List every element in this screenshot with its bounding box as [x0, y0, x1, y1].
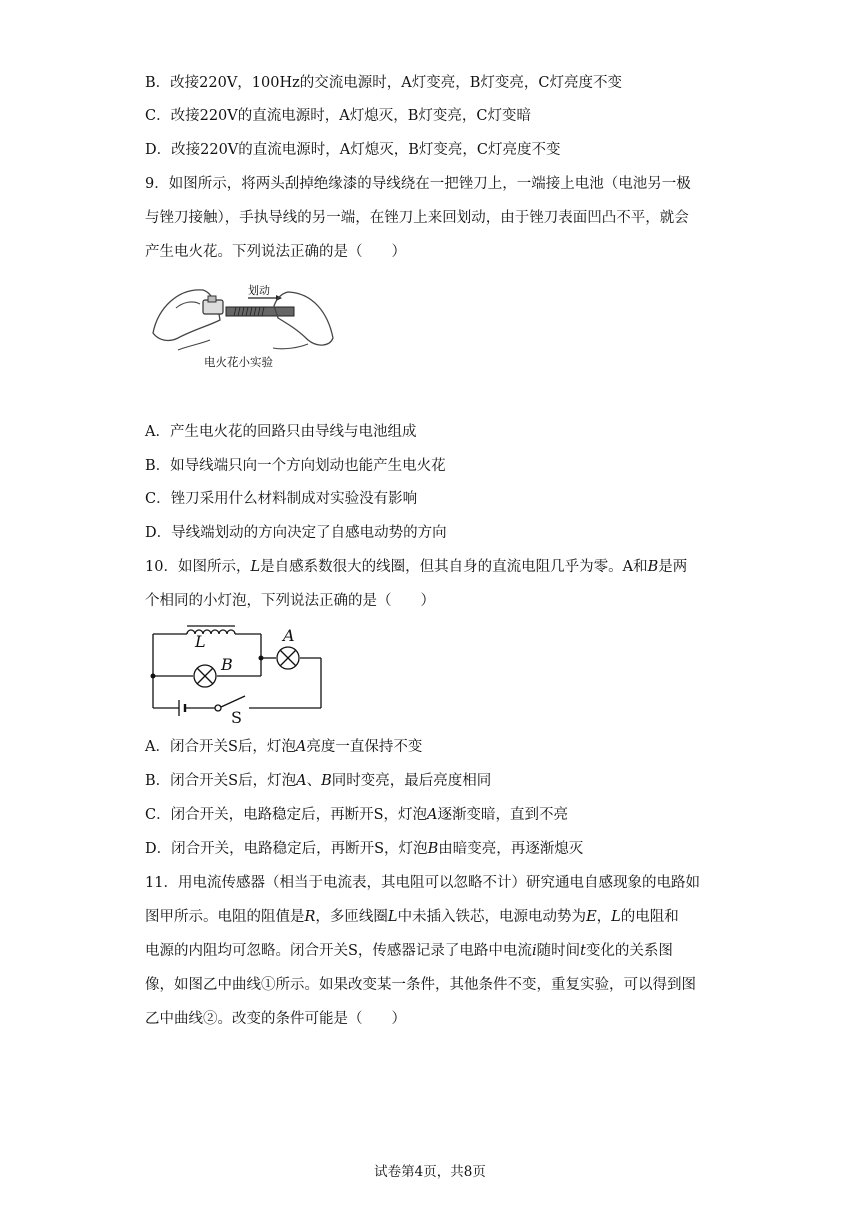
q10-option-d	[145, 839, 583, 859]
label-lamp-b: B	[221, 655, 233, 674]
q10-option-text: 逐渐变暗，直到不亮	[437, 807, 569, 823]
q11-symbol-i: i	[531, 943, 537, 959]
spark-experiment-figure	[148, 278, 338, 373]
q11-symbol-r: R	[304, 909, 316, 925]
q11-symbol-e: E	[586, 909, 597, 925]
q9-option-a: A．产生电火花的回路只由导线与电池组成	[145, 424, 417, 440]
spark-figure-caption: 电火花小实验	[204, 355, 273, 369]
q10-option-text: C．闭合开关，电路稳定后，再断开S，灯泡	[145, 807, 428, 823]
q10-symbol-a: A	[427, 807, 438, 823]
q10-stem-text: 是两	[658, 559, 688, 575]
label-inductor-l: L	[195, 632, 206, 651]
q11-stem-text: ，多匝线圈	[315, 909, 388, 925]
page-footer: 试卷第4页，共8页	[374, 1164, 486, 1180]
q10-symbol-b: B	[321, 773, 332, 789]
q11-stem-line-2	[145, 907, 679, 927]
q11-symbol-l: L	[611, 909, 621, 925]
lamp-circuit-diagram	[145, 620, 325, 728]
q10-symbol-l: L	[250, 559, 261, 575]
q10-option-text: 亮度一直保持不变	[306, 739, 423, 755]
q10-option-text: B．闭合开关S后，灯泡	[145, 773, 297, 789]
junction-dot	[259, 656, 264, 661]
q9-option-b: B．如导线端只向一个方向划动也能产生电火花	[145, 458, 446, 474]
q10-stem-line-1	[145, 557, 687, 577]
q10-symbol-a: A	[296, 773, 307, 789]
q11-stem-text: ，	[596, 909, 612, 925]
q10-stem-text: 是自感系数很大的线圈，但其自身的直流电阻几乎为零。A和	[260, 559, 648, 575]
q11-stem-line-3	[145, 941, 673, 961]
q10-stem-text: 10．如图所示，	[145, 559, 251, 575]
q10-option-text: 同时变亮，最后亮度相同	[331, 773, 492, 789]
q10-symbol-b: B	[427, 841, 439, 857]
label-switch-s: S	[231, 708, 242, 727]
q10-option-text: 、	[306, 773, 322, 789]
q9-option-d: D．导线端划动的方向决定了自感电动势的方向	[145, 525, 447, 541]
q9-stem-line-1: 9．如图所示，将两头刮掉绝缘漆的导线绕在一把锉刀上，一端接上电池（电池另一极	[145, 176, 691, 192]
label-lamp-a: A	[283, 626, 295, 645]
junction-dot	[151, 674, 156, 679]
q11-stem-line-4: 像，如图乙中曲线①所示。如果改变某一条件，其他条件不变，重复实验，可以得到图	[145, 977, 696, 993]
q11-stem-text: 电源的内阻均可忽略。闭合开关S，传感器记录了电路中电流	[145, 943, 532, 959]
q11-stem-text: 图甲所示。电阻的阻值是	[145, 909, 305, 925]
q8-option-c: C．改接220V的直流电源时，A灯熄灭，B灯变亮，C灯变暗	[145, 108, 531, 124]
q10-option-text: A．闭合开关S后，灯泡	[145, 739, 296, 755]
q10-option-a	[145, 737, 422, 757]
q11-stem-text: 变化的关系图	[585, 943, 673, 959]
q10-option-c	[145, 805, 568, 825]
q11-stem-text: 中未插入铁芯，电源电动势为	[397, 909, 587, 925]
q9-stem-line-3: 产生电火花。下列说法正确的是（ ）	[145, 244, 406, 260]
q10-option-text: D．闭合开关，电路稳定后，再断开S，灯泡	[145, 841, 428, 857]
q10-option-text: 由暗变亮，再逐渐熄灭	[438, 841, 584, 857]
q9-option-c: C．锉刀采用什么材料制成对实验没有影响	[145, 491, 418, 507]
q11-stem-text: 的电阻和	[620, 909, 679, 925]
q8-option-b: B．改接220V，100Hz的交流电源时，A灯变亮，B灯变亮，C灯亮度不变	[145, 75, 622, 91]
q10-stem-line-2: 个相同的小灯泡，下列说法正确的是（ ）	[145, 593, 435, 609]
spark-arrow-label: 划动	[248, 284, 270, 297]
q10-symbol-b: B	[647, 559, 659, 575]
q11-stem-text: 随时间	[536, 943, 581, 959]
q11-stem-line-5: 乙中曲线②。改变的条件可能是（ ）	[145, 1011, 406, 1027]
q11-stem-line-1: 11．用电流传感器（相当于电流表，其电阻可以忽略不计）研究通电自感现象的电路如	[145, 875, 700, 891]
q11-symbol-t: t	[580, 943, 586, 959]
q11-symbol-l: L	[387, 909, 398, 925]
q9-stem-line-2: 与锉刀接触），手执导线的另一端，在锉刀上来回划动，由于锉刀表面凹凸不平，就会	[145, 210, 689, 226]
q8-option-d: D．改接220V的直流电源时，A灯熄灭，B灯变亮，C灯亮度不变	[145, 142, 561, 158]
q10-symbol-a: A	[295, 739, 307, 755]
q10-option-b	[145, 771, 491, 791]
